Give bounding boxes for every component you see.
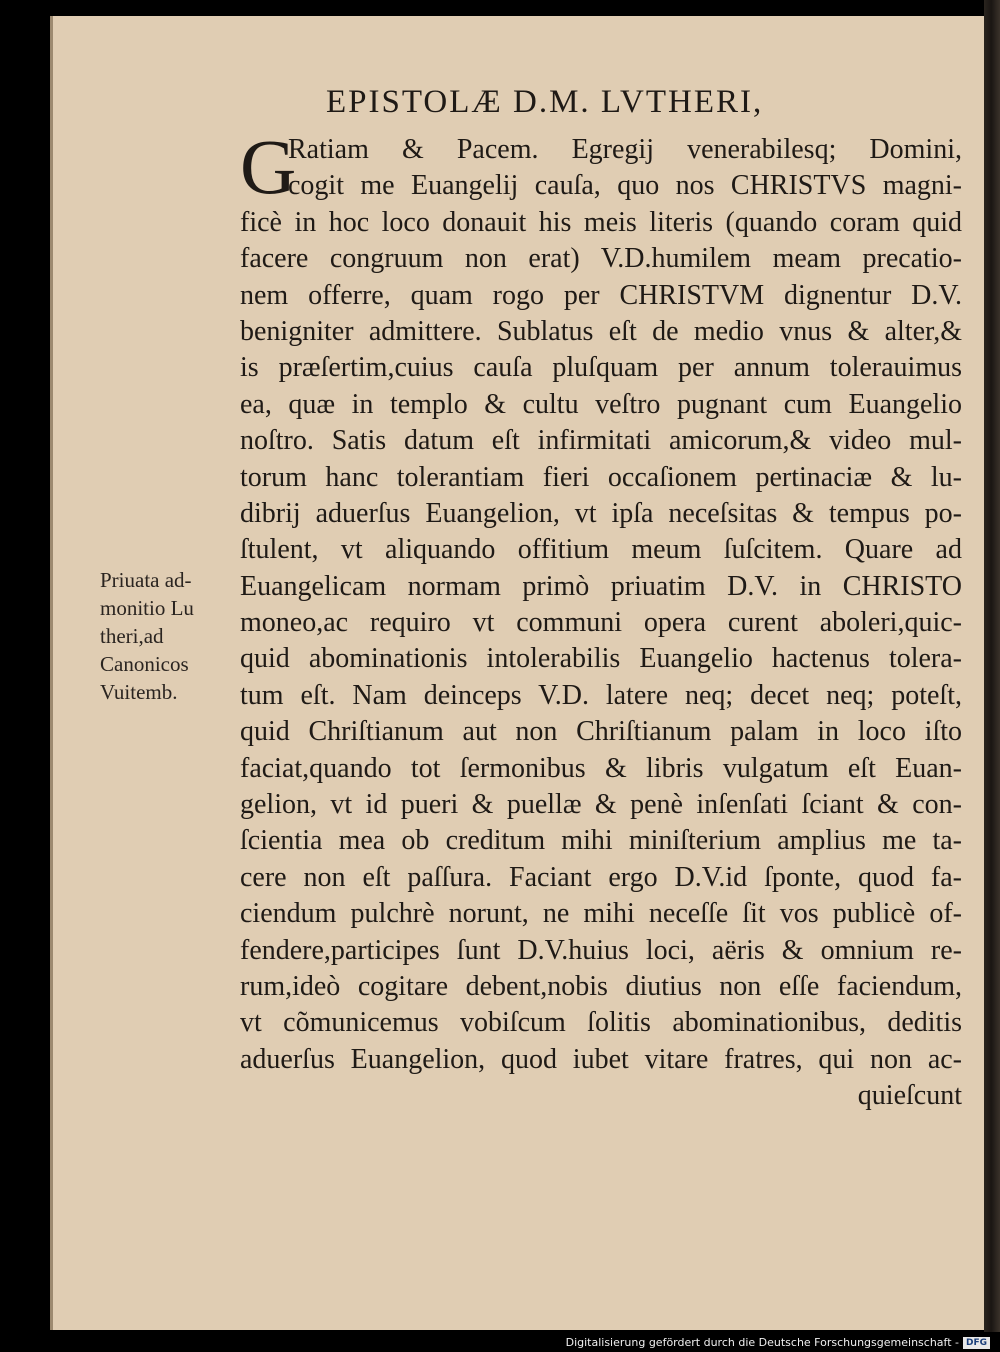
text-line: is præſertim,cuius cauſa pluſquam per annum tolerauimus bbox=[240, 352, 962, 384]
text-line: Euangelicam normam primò priuatim D.V. in CHRISTO bbox=[240, 570, 962, 602]
marginal-note-line: theri,ad bbox=[100, 624, 164, 648]
text-line: quid abominationis intolerabilis Euangelio hactenus tolera- bbox=[240, 643, 962, 675]
text-line: ſcientia mea ob creditum mihi miniſterium amplius me ta- bbox=[240, 825, 962, 857]
text-line: faciat,quando tot ſermonibus & libris vulgatum eſt Euan- bbox=[240, 752, 962, 784]
text-line: vt cõmunicemus vobiſcum ſolitis abominationibus, deditis bbox=[240, 1007, 962, 1039]
text-line: benigniter admittere. Sublatus eſt de medio vnus & alter,& bbox=[240, 315, 962, 347]
running-head: EPISTOLÆ D.M. LVTHERI, bbox=[326, 84, 764, 120]
marginal-note bbox=[100, 566, 240, 706]
footer-text: Digitalisierung gefördert durch die Deutsche Forschungsgemeinschaft - bbox=[565, 1336, 959, 1349]
drop-cap: G bbox=[240, 123, 297, 210]
dfg-logo: DFG bbox=[963, 1337, 990, 1349]
text-line: cere non eſt paſſura. Faciant ergo D.V.id ſponte, quod fa- bbox=[240, 861, 962, 893]
text-line: facere congruum non erat) V.D.humilem meam precatio- bbox=[240, 243, 962, 275]
text-line: noſtro. Satis datum eſt infirmitati amicorum,& video mul- bbox=[240, 425, 962, 457]
text-line: ficè in hoc loco donauit his meis literis (quando coram quid bbox=[240, 206, 962, 238]
scan-left-edge bbox=[0, 0, 50, 1332]
main-text-block bbox=[240, 132, 962, 1115]
text-line: ea, quæ in templo & cultu veſtro pugnant cum Euangelio bbox=[240, 388, 962, 420]
text-line: cogit me Euangelij cauſa, quo nos CHRISTVS magni- bbox=[288, 170, 962, 202]
marginal-note-line: Priuata ad- bbox=[100, 568, 192, 592]
digitization-footer bbox=[566, 1336, 990, 1349]
text-line: ſtulent, vt aliquando offitium meum ſuſcitem. Quare ad bbox=[240, 534, 962, 566]
text-line: quieſcunt bbox=[857, 1080, 962, 1112]
text-line: aduerſus Euangelion, quod iubet vitare fratres, qui non ac- bbox=[240, 1043, 962, 1075]
text-line: rum,ideò cogitare debent,nobis diutius non eſſe faciendum, bbox=[240, 970, 962, 1002]
text-line: fendere,participes ſunt D.V.huius loci, aëris & omnium re- bbox=[240, 934, 962, 966]
text-line: moneo,ac requiro vt communi opera curent aboleri,quic- bbox=[240, 607, 962, 639]
marginal-note-line: Vuitemb. bbox=[100, 680, 178, 704]
marginal-note-line: monitio Lu bbox=[100, 596, 194, 620]
text-line: gelion, vt id pueri & puellæ & penè inſenſati ſciant & con- bbox=[240, 789, 962, 821]
text-line: tum eſt. Nam deinceps V.D. latere neq; decet neq; poteſt, bbox=[240, 679, 962, 711]
text-line: quid Chriſtianum aut non Chriſtianum palam in loco iſto bbox=[240, 716, 962, 748]
text-line: torum hanc tolerantiam fieri occaſionem pertinaciæ & lu- bbox=[240, 461, 962, 493]
book-spine bbox=[984, 0, 1000, 1332]
text-line: ciendum pulchrè norunt, ne mihi neceſſe ſit vos publicè of- bbox=[240, 898, 962, 930]
marginal-note-line: Canonicos bbox=[100, 652, 189, 676]
text-line: dibrij aduerſus Euangelion, vt ipſa neceſsitas & tempus po- bbox=[240, 497, 962, 529]
text-line: nem offerre, quam rogo per CHRISTVM dignentur D.V. bbox=[240, 279, 962, 311]
text-line: Ratiam & Pacem. Egregij venerabilesq; Domini, bbox=[288, 134, 962, 165]
